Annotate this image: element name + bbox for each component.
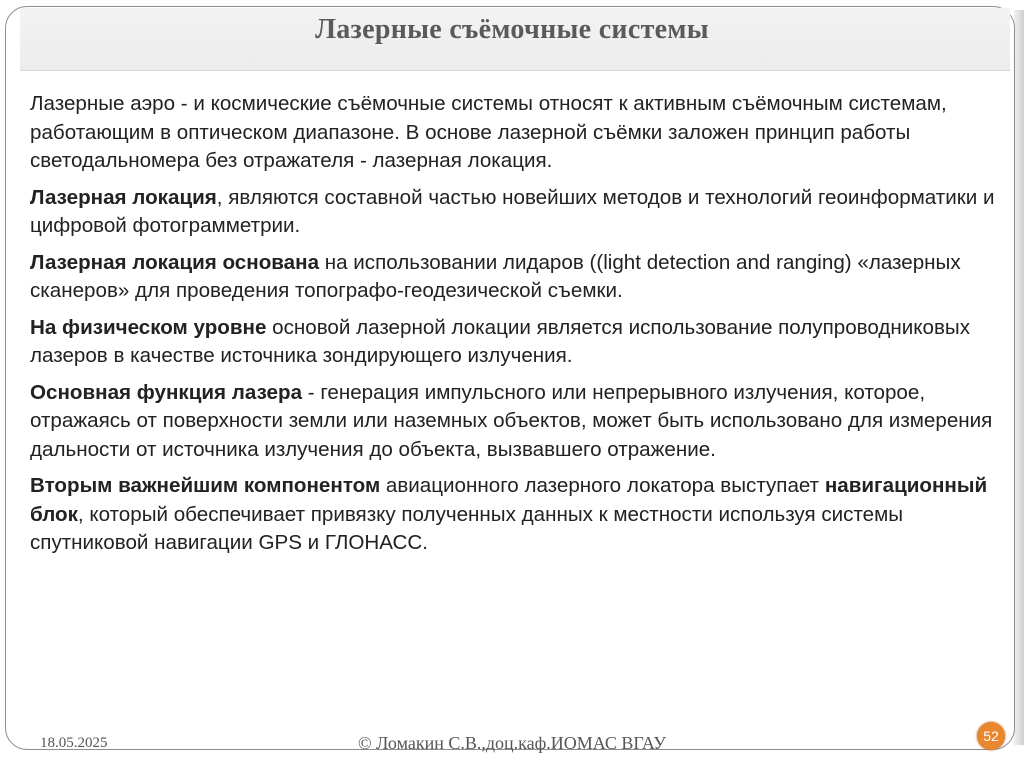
frame-shadow <box>1014 10 1024 745</box>
slide-title: Лазерные съёмочные системы <box>315 14 709 45</box>
paragraph-5-bold: Основная функция лазера <box>30 380 303 404</box>
footer-copyright: © Ломакин С.В.,доц.каф.ИОМАС ВГАУ <box>357 733 666 753</box>
paragraph-4 <box>30 314 995 371</box>
paragraph-5 <box>30 379 995 465</box>
paragraph-1 <box>30 90 995 176</box>
paragraph-2-text: , являются составной частью новейших методов и технологий геоинформатики и цифровой фотограмметрии. <box>30 185 995 237</box>
paragraph-1-text: Лазерные аэро - и космические съёмочные системы относят к активным съёмочным системам, работающим в оптическом диапазоне. В основе лазерной съёмки заложен принцип работы светодальномера без отражателя - лазерная локация. <box>30 92 947 172</box>
paragraph-3 <box>30 249 995 306</box>
paragraph-3-bold: Лазерная локация основана <box>30 250 320 274</box>
paragraph-6-bold-2: навигационный блок <box>30 474 988 526</box>
paragraph-2 <box>30 184 995 241</box>
paragraph-6-text-2: , который обеспечивает привязку полученных данных к местности используя системы спутниковой навигации GPS и ГЛОНАСС. <box>30 502 904 554</box>
page-number-badge: 52 <box>977 722 1005 750</box>
paragraph-4-text: основой лазерной локации является использование полупроводниковых лазеров в качестве источника зондирующего излучения. <box>30 315 971 367</box>
paragraph-6-text-1: авиационного лазерного локатора выступает <box>380 474 825 497</box>
paragraph-6-bold-1: Вторым важнейшим компонентом <box>30 474 381 497</box>
paragraph-4-bold: На физическом уровне <box>30 315 267 339</box>
footer-date: 18.05.2025 <box>40 735 108 751</box>
paragraph-3-text: на использовании лидаров ((light detection and ranging) «лазерных сканеров» для проведения топографо-геодезической съемки. <box>30 250 961 302</box>
paragraph-6 <box>30 472 995 558</box>
slide-content <box>30 90 995 566</box>
paragraph-5-text: - генерация импульсного или непрерывного излучения, которое, отражаясь от поверхности земли или наземных объектов, может быть использовано для измерения дальности от источника излучения до объекта, вызвавшего отражение. <box>30 380 993 461</box>
paragraph-2-bold: Лазерная локация <box>30 185 217 209</box>
